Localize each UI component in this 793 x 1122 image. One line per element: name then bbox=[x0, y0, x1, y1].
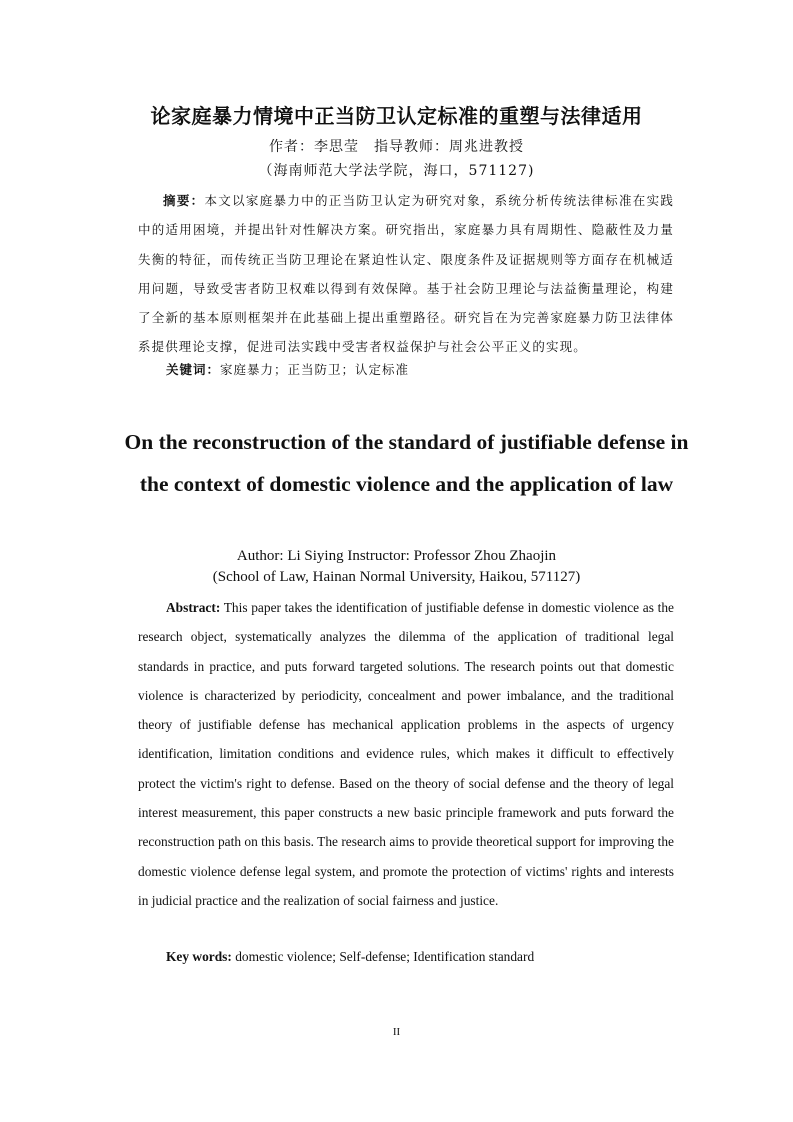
page-number: II bbox=[392, 1026, 401, 1038]
chinese-keywords-label: 关键词： bbox=[166, 362, 221, 377]
chinese-abstract-label: 摘要： bbox=[163, 193, 205, 208]
english-title: On the reconstruction of the standard of justifiable defense in the context of domestic violence and the application of law bbox=[124, 430, 689, 496]
chinese-title: 论家庭暴力情境中正当防卫认定标准的重塑与法律适用 bbox=[150, 104, 643, 128]
english-author-line: Author: Li Siying Instructor: Professor Zhou Zhaojin bbox=[236, 548, 557, 564]
english-abstract-label: Abstract: bbox=[166, 600, 221, 615]
chinese-abstract bbox=[138, 186, 674, 362]
chinese-author-line: 作者：李思莹 指导教师：周兆进教授 bbox=[269, 139, 524, 155]
english-keywords bbox=[166, 949, 534, 965]
english-keywords-text: domestic violence; Self-defense; Identification standard bbox=[235, 949, 535, 964]
chinese-keywords-text: 家庭暴力；正当防卫；认定标准 bbox=[220, 362, 410, 377]
chinese-affiliation: （海南师范大学法学院，海口，571127) bbox=[258, 163, 535, 179]
english-abstract bbox=[138, 593, 674, 915]
english-keywords-label: Key words: bbox=[166, 949, 232, 964]
chinese-keywords bbox=[166, 360, 409, 378]
english-abstract-text: This paper takes the identification of justifiable defense in domestic violence as the research object, systematically analyzes the dilemma of the application of traditional legal standards in practice, and puts forward targeted solutions. The research points out that domestic violence is characterized by periodicity, concealment and power imbalance, and the traditional theory of justifiable defense has mechanical application problems in the aspects of urgency identification, limitation conditions and evidence rules, which makes it difficult to effectively protect the victim's right to defense. Based on the theory of social defense and the theory of legal interest measurement, this paper constructs a new basic principle framework and puts forward the reconstruction path on this basis. The research aims to provide theoretical support for improving the domestic violence defense legal system, and promote the protection of victims' rights and interests in judicial practice and the realization of social fairness and justice. bbox=[138, 600, 674, 908]
chinese-abstract-text: 本文以家庭暴力中的正当防卫认定为研究对象，系统分析传统法律标准在实践中的适用困境，并提出针对性解决方案。研究指出，家庭暴力具有周期性、隐蔽性及力量失衡的特征，而传统正当防卫理论在紧迫性认定、限度条件及证据规则等方面存在机械适用问题，导致受害者防卫权难以得到有效保障。基于社会防卫理论与法益衡量理论，构建了全新的基本原则框架并在此基础上提出重塑路径。研究旨在为完善家庭暴力防卫法律体系提供理论支撑，促进司法实践中受害者权益保护与社会公平正义的实现。 bbox=[138, 193, 674, 355]
english-affiliation: (School of Law, Hainan Normal University, Haikou, 571127) bbox=[212, 569, 581, 585]
